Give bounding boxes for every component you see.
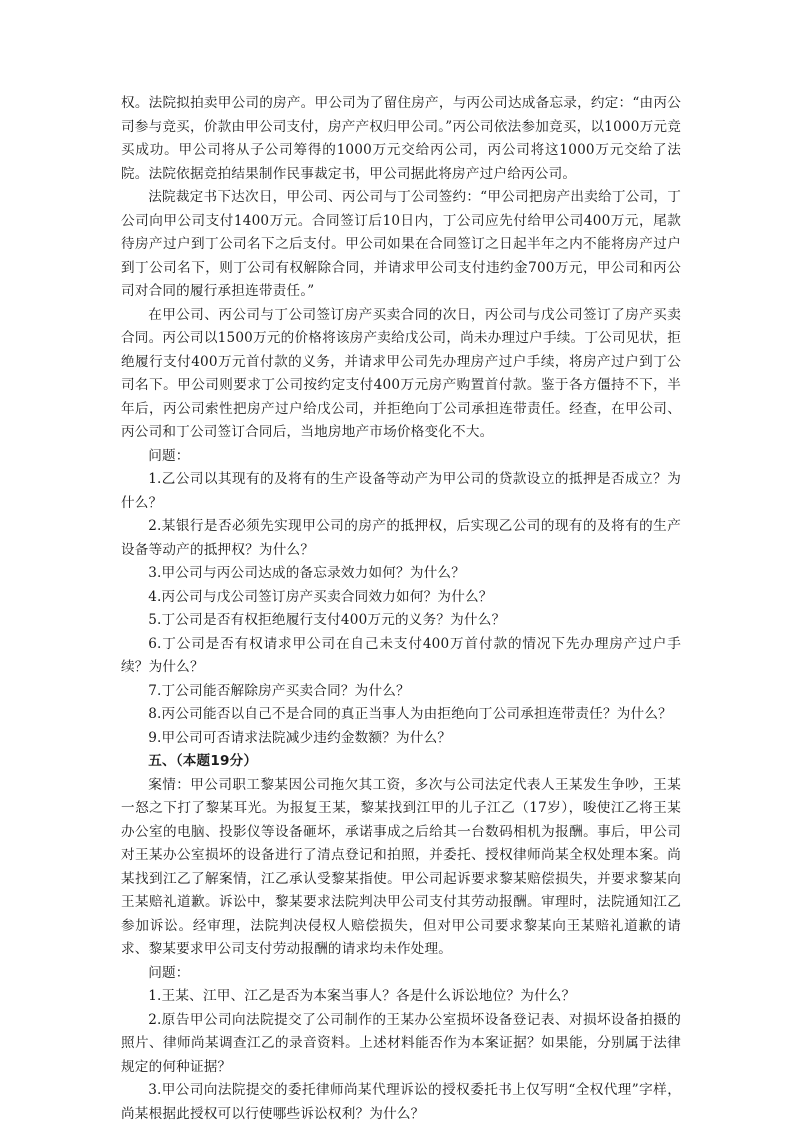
question-1: 1.乙公司以其现有的及将有的生产设备等动产为甲公司的贷款设立的抵押是否成立？为什么？ — [121, 471, 681, 511]
paragraph-auction-memo: 权。法院拟拍卖甲公司的房产。甲公司为了留住房产，与丙公司达成备忘录，约定：“由丙公司参与竞买，价款由甲公司支付，房产产权归甲公司。”丙公司依法参加竞买，以1000万元竞买成功。甲公司将从子公司筹得的1000万元交给丙公司，丙公司将这1000万元交给了法院。法院依据竞拍结果制作民事裁定书，甲公司据此将房产过户给丙公司。 — [121, 95, 681, 182]
case-question-2: 2.原告甲公司向法院提交了公司制作的王某办公室损坏设备登记表、对损坏设备拍摄的照片、律师尚某调查江乙的录音资料。上述材料能否作为本案证据？如果能，分别属于法律规定的何种证据？ — [121, 1011, 681, 1075]
question-4: 4.丙公司与戊公司签订房产买卖合同效力如何？为什么？ — [148, 588, 493, 605]
questions-label: 问题： — [148, 447, 190, 464]
question-6: 6.丁公司是否有权请求甲公司在自己未支付400万首付款的情况下先办理房产过户手续？为什么？ — [121, 635, 681, 675]
question-5: 5.丁公司是否有权拒绝履行支付400万元的义务？为什么？ — [148, 612, 506, 628]
question-8: 8.丙公司能否以自己不是合同的真正当事人为由拒绝向丁公司承担连带责任？为什么？ — [148, 706, 672, 722]
question-2: 2.某银行是否必须先实现甲公司的房产的抵押权，后实现乙公司的现有的及将有的生产设备等动产的抵押权？为什么？ — [121, 518, 681, 558]
question-7: 7.丁公司能否解除房产买卖合同？为什么？ — [148, 682, 410, 699]
paragraph-resale: 在甲公司、丙公司与丁公司签订房产买卖合同的次日，丙公司与戊公司签订了房产买卖合同。丙公司以1500万元的价格将该房产卖给戊公司，尚未办理过户手续。丁公司见状，拒绝履行支付400万元首付款的义务，并请求甲公司先办理房产过户手续，将房产过户到丁公司名下。甲公司则要求丁公司按约定支付400万元房产购置首付款。鉴于各方僵持不下，半年后，丙公司索性把房产过户给戊公司，并拒绝向丁公司承担连带责任。经查，在甲公司、丙公司和丁公司签订合同后，当地房地产市场价格变化不大。 — [121, 306, 681, 440]
case-question-3: 3.甲公司向法院提交的委托律师尚某代理诉讼的授权委托书上仅写明“全权代理”字样，尚某根据此授权可以行使哪些诉讼权利？为什么？ — [121, 1082, 681, 1122]
questions-label-2: 问题： — [148, 964, 190, 981]
case-question-1: 1.王某、江甲、江乙是否为本案当事人？各是什么诉讼地位？为什么？ — [148, 988, 576, 1004]
paragraph-case-facts: 案情：甲公司职工黎某因公司拖欠其工资，多次与公司法定代表人王某发生争吵，王某一怒之下打了黎某耳光。为报复王某，黎某找到江甲的儿子江乙（17岁），唆使江乙将王某办公室的电脑、投影仪等设备砸坏，承诺事成之后给其一台数码相机为报酬。事后，甲公司对王某办公室损坏的设备进行了清点登记和拍照，并委托、授权律师尚某全权处理本案。尚某找到江乙了解案情，江乙承认受黎某指使。甲公司起诉要求黎某赔偿损失，并要求黎某向王某赔礼道歉。诉讼中，黎某要求法院判决甲公司支付其劳动报酬。审理时，法院通知江乙参加诉讼。经审理，法院判决侵权人赔偿损失，但对甲公司要求黎某向王某赔礼道歉的请求、黎某要求甲公司支付劳动报酬的请求均未作处理。 — [121, 776, 681, 957]
question-3: 3.甲公司与丙公司达成的备忘录效力如何？为什么？ — [148, 565, 466, 581]
document-page — [121, 92, 681, 1126]
question-9: 9.甲公司可否请求法院减少违约金数额？为什么？ — [148, 729, 452, 746]
paragraph-sale-contract: 法院裁定书下达次日，甲公司、丙公司与丁公司签约：“甲公司把房产出卖给丁公司，丁公司向甲公司支付1400万元。合同签订后10日内，丁公司应先付给甲公司400万元，尾款待房产过户到丁公司名下之后支付。甲公司如果在合同签订之日起半年之内不能将房产过户到丁公司名下，则丁公司有权解除合同，并请求甲公司支付违约金700万元，甲公司和丙公司对合同的履行承担连带责任。” — [121, 189, 681, 299]
section-heading-5: 五、（本题19分） — [148, 753, 258, 769]
